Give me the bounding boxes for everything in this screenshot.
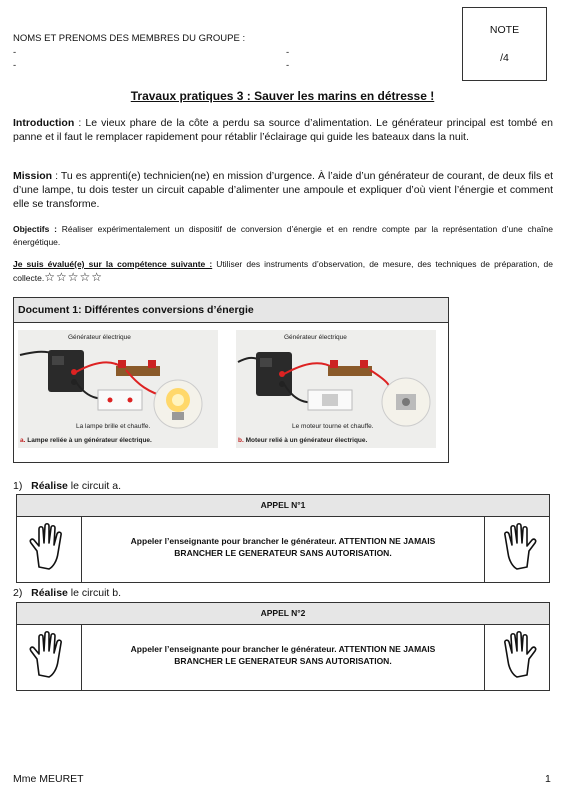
appel-2-title: APPEL N°2: [17, 603, 549, 625]
appel-2-line-2: BRANCHER LE GENERATEUR SANS AUTORISATION.: [174, 656, 392, 666]
introduction-paragraph: [13, 116, 553, 144]
appel-2-left-cell: [17, 625, 82, 690]
appel-1-line-1: Appeler l’enseignante pour brancher le générateur. ATTENTION NE JAMAIS: [130, 536, 436, 546]
question-2-text: le circuit b.: [67, 587, 121, 599]
question-2: [13, 587, 121, 599]
member-dash-4: -: [286, 60, 290, 71]
appel-2-box: [16, 602, 550, 691]
panel-b-motor-label: Le moteur tourne et chauffe.: [292, 423, 374, 430]
photo-circuit-a: [18, 330, 218, 448]
note-score: /4: [500, 52, 509, 64]
question-2-number: 2): [13, 587, 23, 599]
note-label: NOTE: [489, 24, 520, 36]
panel-a-generator-label: Générateur électrique: [68, 334, 131, 341]
introduction-text: : Le vieux phare de la côte a perdu sa source d’alimentation. Le générateur principal est tombé en panne et il faut le remplacer rapidement pour rétablir l’éclairage qui guide les bateaux dans la nuit.: [13, 117, 553, 143]
hand-icon: [17, 517, 81, 582]
circuit-b-illustration: [236, 330, 436, 448]
panel-b-caption-letter: b.: [238, 437, 244, 444]
page-title: Travaux pratiques 3 : Sauver les marins en détresse !: [130, 89, 435, 103]
panel-a-caption-text: Lampe reliée à un générateur électrique.: [25, 437, 152, 444]
appel-2-right-cell: [484, 625, 549, 690]
competence-stars: ☆☆☆☆☆: [44, 270, 103, 284]
appel-2-line-1: Appeler l’enseignante pour brancher le générateur. ATTENTION NE JAMAIS: [130, 644, 436, 654]
objectifs-text: Réaliser expérimentalement un dispositif de conversion d’énergie et en rendre compte par la représentation d’une chaîne énergétique.: [13, 224, 553, 247]
competence-paragraph: [13, 258, 553, 285]
panel-a-caption: [20, 437, 152, 444]
document-1-title: Document 1: Différentes conversions d’énergie: [14, 298, 448, 323]
introduction-label: Introduction: [13, 117, 75, 129]
photo-circuit-b: [236, 330, 436, 448]
appel-1-left-cell: [17, 517, 82, 582]
objectifs-label: Objectifs :: [13, 224, 57, 234]
appel-1-message: [82, 535, 484, 559]
hand-icon: [485, 625, 549, 690]
member-dash-1: -: [13, 47, 17, 58]
mission-paragraph: [13, 169, 553, 211]
appel-1-box: [16, 494, 550, 583]
appel-1-title: APPEL N°1: [17, 495, 549, 517]
member-dash-3: -: [13, 60, 17, 71]
appel-1-line-2: BRANCHER LE GENERATEUR SANS AUTORISATION.: [174, 548, 392, 558]
competence-label: Je suis évalué(e) sur la compétence suivante :: [13, 259, 213, 269]
panel-b-caption: [238, 437, 367, 444]
question-1: [13, 480, 121, 492]
document-1: [13, 297, 449, 463]
mission-text: : Tu es apprenti(e) technicien(ne) en mission d’urgence. À l’aide d’un générateur de courant, de deux fils et d’une lampe, tu dois tester un circuit capable d’alimenter une ampoule et expliquer d’où vient l’énergie et comment elle se transforme.: [13, 170, 553, 210]
hand-icon: [485, 517, 549, 582]
competence-text: Utiliser des instruments d’observation, de mesure, des techniques de préparation, de collecte.: [13, 259, 553, 283]
question-2-verb: Réalise: [31, 587, 68, 599]
panel-b-generator-label: Générateur électrique: [284, 334, 347, 341]
question-1-text: le circuit a.: [67, 480, 121, 492]
panel-b-caption-text: Moteur relié à un générateur électrique.: [243, 437, 368, 444]
question-1-verb: Réalise: [31, 480, 68, 492]
question-1-number: 1): [13, 480, 23, 492]
member-dash-2: -: [286, 47, 290, 58]
objectifs-paragraph: [13, 223, 553, 249]
hand-icon: [17, 625, 81, 690]
circuit-a-illustration: [18, 330, 218, 448]
group-members-label: NOMS ET PRENOMS DES MEMBRES DU GROUPE :: [13, 33, 246, 44]
mission-label: Mission: [13, 170, 53, 182]
footer-author: Mme MEURET: [13, 773, 84, 785]
page-number: 1: [545, 773, 551, 785]
panel-a-caption-letter: a.: [20, 437, 26, 444]
appel-2-message: [82, 643, 484, 667]
appel-1-right-cell: [484, 517, 549, 582]
panel-a-bulb-label: La lampe brille et chauffe.: [76, 423, 151, 430]
note-box: [462, 7, 547, 81]
